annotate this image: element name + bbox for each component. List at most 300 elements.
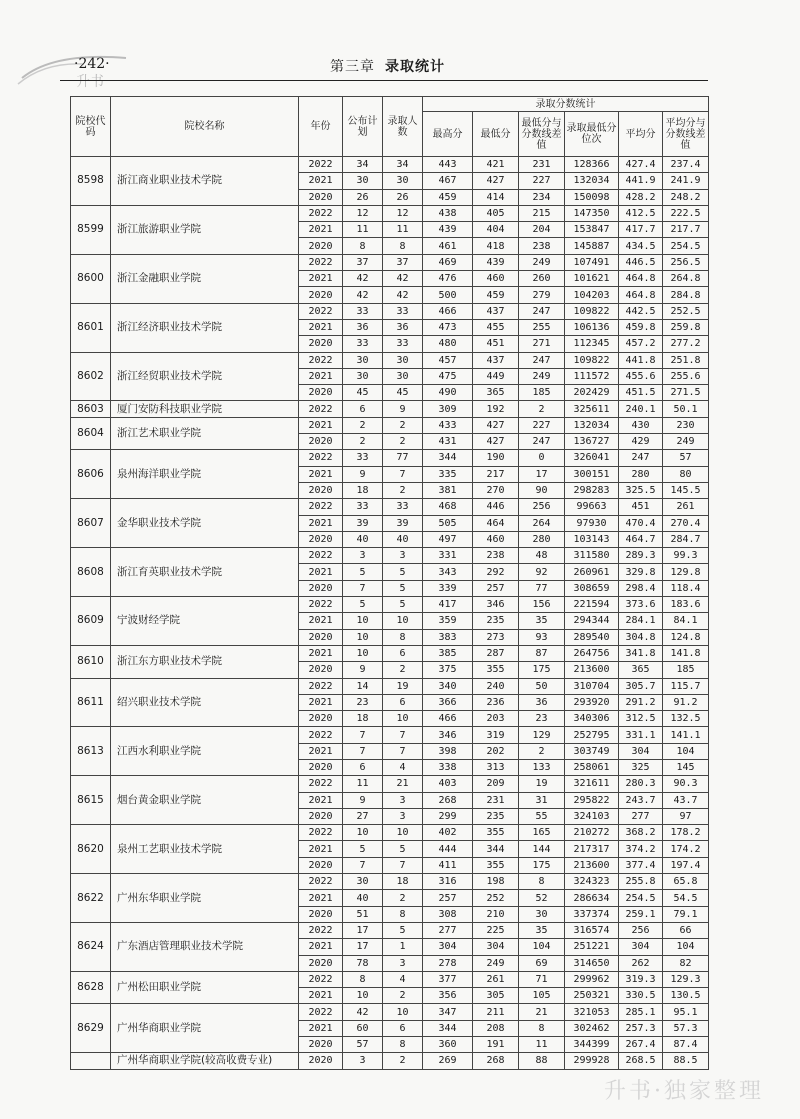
cell-max-score: 257 bbox=[423, 890, 473, 906]
cell-min-score: 437 bbox=[473, 303, 519, 319]
cell-year: 2020 bbox=[299, 955, 343, 971]
cell-max-score: 431 bbox=[423, 434, 473, 450]
cell-avg-diff: 141.1 bbox=[663, 727, 709, 743]
cell-max-score: 308 bbox=[423, 906, 473, 922]
cell-year: 2022 bbox=[299, 303, 343, 319]
cell-avg-score: 319.3 bbox=[619, 971, 663, 987]
cell-avg-score: 312.5 bbox=[619, 711, 663, 727]
cell-min-rank: 344399 bbox=[565, 1037, 619, 1053]
cell-min-diff: 35 bbox=[519, 922, 565, 938]
cell-min-diff: 271 bbox=[519, 336, 565, 352]
cell-admitted: 8 bbox=[383, 629, 423, 645]
school-code: 8599 bbox=[71, 205, 111, 254]
cell-plan: 7 bbox=[343, 727, 383, 743]
table-row bbox=[71, 499, 709, 515]
cell-avg-score: 325 bbox=[619, 759, 663, 775]
cell-admitted: 19 bbox=[383, 678, 423, 694]
cell-avg-score: 304 bbox=[619, 939, 663, 955]
cell-admitted: 12 bbox=[383, 205, 423, 221]
cell-plan: 7 bbox=[343, 857, 383, 873]
cell-year: 2021 bbox=[299, 368, 343, 384]
cell-year: 2021 bbox=[299, 319, 343, 335]
school-code: 8607 bbox=[71, 499, 111, 548]
cell-min-rank: 150098 bbox=[565, 189, 619, 205]
cell-min-diff: 23 bbox=[519, 711, 565, 727]
cell-admitted: 5 bbox=[383, 922, 423, 938]
cell-min-diff: 129 bbox=[519, 727, 565, 743]
cell-min-score: 240 bbox=[473, 678, 519, 694]
cell-min-rank: 153847 bbox=[565, 222, 619, 238]
cell-avg-score: 277 bbox=[619, 808, 663, 824]
table-row bbox=[71, 401, 709, 417]
cell-min-score: 446 bbox=[473, 499, 519, 515]
cell-min-diff: 30 bbox=[519, 906, 565, 922]
cell-min-rank: 314650 bbox=[565, 955, 619, 971]
cell-avg-score: 254.5 bbox=[619, 890, 663, 906]
cell-avg-diff: 261 bbox=[663, 499, 709, 515]
cell-max-score: 497 bbox=[423, 531, 473, 547]
school-code: 8620 bbox=[71, 825, 111, 874]
cell-max-score: 277 bbox=[423, 922, 473, 938]
cell-min-diff: 231 bbox=[519, 157, 565, 173]
cell-min-rank: 250321 bbox=[565, 988, 619, 1004]
cell-plan: 37 bbox=[343, 254, 383, 270]
cell-max-score: 304 bbox=[423, 939, 473, 955]
cell-max-score: 417 bbox=[423, 597, 473, 613]
school-code: 8603 bbox=[71, 401, 111, 417]
cell-min-rank: 217317 bbox=[565, 841, 619, 857]
cell-avg-score: 464.8 bbox=[619, 287, 663, 303]
cell-avg-score: 464.7 bbox=[619, 531, 663, 547]
cell-admitted: 26 bbox=[383, 189, 423, 205]
cell-min-diff: 31 bbox=[519, 792, 565, 808]
cell-min-rank: 294344 bbox=[565, 613, 619, 629]
cell-year: 2021 bbox=[299, 939, 343, 955]
chapter-heading bbox=[330, 56, 445, 76]
cell-avg-diff: 256.5 bbox=[663, 254, 709, 270]
cell-admitted: 40 bbox=[383, 531, 423, 547]
cell-max-score: 466 bbox=[423, 711, 473, 727]
table-row bbox=[71, 157, 709, 173]
cell-avg-diff: 277.2 bbox=[663, 336, 709, 352]
cell-min-diff: 227 bbox=[519, 417, 565, 433]
cell-admitted: 6 bbox=[383, 694, 423, 710]
cell-avg-score: 341.8 bbox=[619, 645, 663, 661]
col-code-header: 院校代码 bbox=[71, 97, 111, 157]
cell-min-diff: 234 bbox=[519, 189, 565, 205]
cell-avg-score: 304.8 bbox=[619, 629, 663, 645]
cell-max-score: 309 bbox=[423, 401, 473, 417]
cell-min-diff: 247 bbox=[519, 352, 565, 368]
cell-min-score: 304 bbox=[473, 939, 519, 955]
cell-min-rank: 112345 bbox=[565, 336, 619, 352]
cell-plan: 30 bbox=[343, 874, 383, 890]
cell-min-rank: 311580 bbox=[565, 548, 619, 564]
chapter-title: 录取统计 bbox=[385, 59, 445, 75]
cell-min-score: 449 bbox=[473, 368, 519, 384]
cell-max-score: 359 bbox=[423, 613, 473, 629]
cell-year: 2021 bbox=[299, 173, 343, 189]
cell-admitted: 2 bbox=[383, 662, 423, 678]
cell-min-diff: 133 bbox=[519, 759, 565, 775]
page-header bbox=[60, 50, 708, 81]
cell-min-rank: 103143 bbox=[565, 531, 619, 547]
cell-plan: 33 bbox=[343, 303, 383, 319]
cell-plan: 26 bbox=[343, 189, 383, 205]
cell-plan: 42 bbox=[343, 271, 383, 287]
cell-year: 2021 bbox=[299, 645, 343, 661]
cell-max-score: 339 bbox=[423, 580, 473, 596]
cell-avg-score: 259.1 bbox=[619, 906, 663, 922]
school-name: 浙江东方职业技术学院 bbox=[111, 645, 299, 678]
cell-avg-diff: 222.5 bbox=[663, 205, 709, 221]
cell-avg-diff: 252.5 bbox=[663, 303, 709, 319]
cell-year: 2020 bbox=[299, 385, 343, 401]
cell-avg-diff: 217.7 bbox=[663, 222, 709, 238]
cell-avg-diff: 237.4 bbox=[663, 157, 709, 173]
cell-avg-score: 368.2 bbox=[619, 825, 663, 841]
cell-min-diff: 165 bbox=[519, 825, 565, 841]
cell-avg-score: 305.7 bbox=[619, 678, 663, 694]
cell-avg-score: 325.5 bbox=[619, 482, 663, 498]
school-name: 广州华商职业学院 bbox=[111, 1004, 299, 1053]
cell-min-rank: 321053 bbox=[565, 1004, 619, 1020]
school-name: 浙江旅游职业学院 bbox=[111, 205, 299, 254]
school-name: 金华职业技术学院 bbox=[111, 499, 299, 548]
cell-avg-score: 329.8 bbox=[619, 564, 663, 580]
col-min-diff-header: 最低分与分数线差值 bbox=[519, 112, 565, 157]
cell-avg-diff: 145 bbox=[663, 759, 709, 775]
cell-avg-score: 441.8 bbox=[619, 352, 663, 368]
cell-min-diff: 238 bbox=[519, 238, 565, 254]
cell-plan: 10 bbox=[343, 988, 383, 1004]
cell-avg-diff: 87.4 bbox=[663, 1037, 709, 1053]
cell-avg-diff: 79.1 bbox=[663, 906, 709, 922]
cell-min-score: 190 bbox=[473, 450, 519, 466]
cell-max-score: 433 bbox=[423, 417, 473, 433]
cell-year: 2020 bbox=[299, 1053, 343, 1069]
cell-admitted: 18 bbox=[383, 874, 423, 890]
cell-avg-score: 262 bbox=[619, 955, 663, 971]
cell-avg-diff: 90.3 bbox=[663, 776, 709, 792]
cell-plan: 9 bbox=[343, 466, 383, 482]
cell-plan: 3 bbox=[343, 548, 383, 564]
cell-avg-score: 457.2 bbox=[619, 336, 663, 352]
cell-min-rank: 293920 bbox=[565, 694, 619, 710]
cell-avg-score: 464.8 bbox=[619, 271, 663, 287]
cell-avg-diff: 43.7 bbox=[663, 792, 709, 808]
cell-avg-score: 280.3 bbox=[619, 776, 663, 792]
cell-max-score: 444 bbox=[423, 841, 473, 857]
table-row bbox=[71, 874, 709, 890]
cell-avg-score: 289.3 bbox=[619, 548, 663, 564]
cell-admitted: 33 bbox=[383, 303, 423, 319]
school-code: 8622 bbox=[71, 874, 111, 923]
cell-year: 2022 bbox=[299, 874, 343, 890]
cell-min-rank: 300151 bbox=[565, 466, 619, 482]
cell-plan: 10 bbox=[343, 645, 383, 661]
cell-year: 2020 bbox=[299, 857, 343, 873]
cell-min-score: 451 bbox=[473, 336, 519, 352]
table-row bbox=[71, 205, 709, 221]
cell-max-score: 269 bbox=[423, 1053, 473, 1069]
cell-admitted: 4 bbox=[383, 971, 423, 987]
cell-admitted: 5 bbox=[383, 580, 423, 596]
cell-avg-diff: 50.1 bbox=[663, 401, 709, 417]
cell-min-score: 261 bbox=[473, 971, 519, 987]
cell-admitted: 3 bbox=[383, 955, 423, 971]
cell-avg-diff: 115.7 bbox=[663, 678, 709, 694]
cell-min-diff: 93 bbox=[519, 629, 565, 645]
cell-avg-diff: 178.2 bbox=[663, 825, 709, 841]
cell-min-score: 414 bbox=[473, 189, 519, 205]
cell-min-score: 437 bbox=[473, 352, 519, 368]
cell-min-rank: 321611 bbox=[565, 776, 619, 792]
table-row bbox=[71, 254, 709, 270]
cell-admitted: 8 bbox=[383, 238, 423, 254]
school-code: 8598 bbox=[71, 157, 111, 206]
table-row bbox=[71, 971, 709, 987]
cell-min-score: 427 bbox=[473, 434, 519, 450]
school-code: 8613 bbox=[71, 727, 111, 776]
cell-min-diff: 249 bbox=[519, 254, 565, 270]
cell-max-score: 375 bbox=[423, 662, 473, 678]
cell-max-score: 402 bbox=[423, 825, 473, 841]
cell-max-score: 467 bbox=[423, 173, 473, 189]
cell-year: 2022 bbox=[299, 254, 343, 270]
cell-plan: 7 bbox=[343, 743, 383, 759]
cell-min-rank: 106136 bbox=[565, 319, 619, 335]
cell-max-score: 360 bbox=[423, 1037, 473, 1053]
cell-admitted: 2 bbox=[383, 890, 423, 906]
cell-min-score: 418 bbox=[473, 238, 519, 254]
cell-max-score: 457 bbox=[423, 352, 473, 368]
cell-min-rank: 299962 bbox=[565, 971, 619, 987]
cell-plan: 2 bbox=[343, 417, 383, 433]
cell-max-score: 468 bbox=[423, 499, 473, 515]
cell-min-score: 313 bbox=[473, 759, 519, 775]
cell-max-score: 268 bbox=[423, 792, 473, 808]
cell-year: 2022 bbox=[299, 205, 343, 221]
cell-plan: 17 bbox=[343, 922, 383, 938]
cell-avg-score: 240.1 bbox=[619, 401, 663, 417]
cell-avg-diff: 84.1 bbox=[663, 613, 709, 629]
school-name: 浙江金融职业学院 bbox=[111, 254, 299, 303]
cell-max-score: 383 bbox=[423, 629, 473, 645]
cell-year: 2022 bbox=[299, 499, 343, 515]
cell-min-score: 210 bbox=[473, 906, 519, 922]
cell-plan: 9 bbox=[343, 662, 383, 678]
cell-avg-diff: 145.5 bbox=[663, 482, 709, 498]
cell-max-score: 403 bbox=[423, 776, 473, 792]
cell-max-score: 411 bbox=[423, 857, 473, 873]
cell-min-diff: 105 bbox=[519, 988, 565, 1004]
cell-plan: 23 bbox=[343, 694, 383, 710]
cell-min-score: 252 bbox=[473, 890, 519, 906]
cell-plan: 33 bbox=[343, 499, 383, 515]
cell-max-score: 385 bbox=[423, 645, 473, 661]
cell-min-diff: 77 bbox=[519, 580, 565, 596]
cell-avg-diff: 270.4 bbox=[663, 515, 709, 531]
cell-min-diff: 87 bbox=[519, 645, 565, 661]
cell-min-rank: 308659 bbox=[565, 580, 619, 596]
col-avg-diff-header: 平均分与分数线差值 bbox=[663, 112, 709, 157]
cell-max-score: 443 bbox=[423, 157, 473, 173]
cell-max-score: 340 bbox=[423, 678, 473, 694]
cell-max-score: 344 bbox=[423, 1020, 473, 1036]
cell-plan: 30 bbox=[343, 352, 383, 368]
cell-min-diff: 255 bbox=[519, 319, 565, 335]
cell-year: 2022 bbox=[299, 157, 343, 173]
cell-plan: 33 bbox=[343, 336, 383, 352]
cell-min-score: 404 bbox=[473, 222, 519, 238]
school-code: 8615 bbox=[71, 776, 111, 825]
cell-avg-diff: 97 bbox=[663, 808, 709, 824]
cell-admitted: 5 bbox=[383, 564, 423, 580]
cell-min-score: 198 bbox=[473, 874, 519, 890]
cell-admitted: 10 bbox=[383, 1004, 423, 1020]
cell-year: 2020 bbox=[299, 336, 343, 352]
cell-year: 2020 bbox=[299, 662, 343, 678]
cell-min-score: 305 bbox=[473, 988, 519, 1004]
cell-min-score: 464 bbox=[473, 515, 519, 531]
watermark: 升书·独家整理 bbox=[604, 1079, 764, 1104]
cell-plan: 8 bbox=[343, 971, 383, 987]
cell-min-score: 235 bbox=[473, 613, 519, 629]
cell-admitted: 21 bbox=[383, 776, 423, 792]
cell-year: 2022 bbox=[299, 450, 343, 466]
cell-admitted: 30 bbox=[383, 173, 423, 189]
col-name-header: 院校名称 bbox=[111, 97, 299, 157]
page-number: ·242· bbox=[74, 56, 110, 72]
cell-admitted: 1 bbox=[383, 939, 423, 955]
cell-min-rank: 295822 bbox=[565, 792, 619, 808]
school-name: 绍兴职业技术学院 bbox=[111, 678, 299, 727]
cell-year: 2020 bbox=[299, 580, 343, 596]
cell-admitted: 8 bbox=[383, 1037, 423, 1053]
cell-avg-score: 459.8 bbox=[619, 319, 663, 335]
table-row bbox=[71, 597, 709, 613]
col-year-header: 年份 bbox=[299, 97, 343, 157]
cell-avg-diff: 57.3 bbox=[663, 1020, 709, 1036]
cell-plan: 6 bbox=[343, 401, 383, 417]
cell-plan: 14 bbox=[343, 678, 383, 694]
cell-min-diff: 2 bbox=[519, 401, 565, 417]
cell-admitted: 5 bbox=[383, 597, 423, 613]
cell-max-score: 366 bbox=[423, 694, 473, 710]
cell-admitted: 11 bbox=[383, 222, 423, 238]
cell-avg-diff: 104 bbox=[663, 939, 709, 955]
cell-max-score: 398 bbox=[423, 743, 473, 759]
school-code: 8628 bbox=[71, 971, 111, 1004]
table-row bbox=[71, 303, 709, 319]
cell-min-rank: 325611 bbox=[565, 401, 619, 417]
cell-max-score: 438 bbox=[423, 205, 473, 221]
cell-min-score: 405 bbox=[473, 205, 519, 221]
cell-plan: 42 bbox=[343, 1004, 383, 1020]
cell-min-score: 208 bbox=[473, 1020, 519, 1036]
cell-avg-score: 304 bbox=[619, 743, 663, 759]
cell-plan: 27 bbox=[343, 808, 383, 824]
cell-avg-diff: 264.8 bbox=[663, 271, 709, 287]
cell-admitted: 8 bbox=[383, 906, 423, 922]
cell-max-score: 347 bbox=[423, 1004, 473, 1020]
school-name: 浙江育英职业技术学院 bbox=[111, 548, 299, 597]
cell-plan: 60 bbox=[343, 1020, 383, 1036]
cell-avg-diff: 91.2 bbox=[663, 694, 709, 710]
cell-avg-score: 243.7 bbox=[619, 792, 663, 808]
cell-avg-score: 284.1 bbox=[619, 613, 663, 629]
school-code: 8611 bbox=[71, 678, 111, 727]
cell-min-score: 459 bbox=[473, 287, 519, 303]
cell-admitted: 42 bbox=[383, 287, 423, 303]
cell-plan: 18 bbox=[343, 711, 383, 727]
table-row bbox=[71, 352, 709, 368]
cell-avg-diff: 124.8 bbox=[663, 629, 709, 645]
cell-year: 2020 bbox=[299, 189, 343, 205]
cell-avg-diff: 183.6 bbox=[663, 597, 709, 613]
cell-min-diff: 185 bbox=[519, 385, 565, 401]
cell-plan: 78 bbox=[343, 955, 383, 971]
cell-plan: 8 bbox=[343, 238, 383, 254]
cell-admitted: 39 bbox=[383, 515, 423, 531]
cell-min-rank: 202429 bbox=[565, 385, 619, 401]
cell-min-rank: 99663 bbox=[565, 499, 619, 515]
cell-min-diff: 35 bbox=[519, 613, 565, 629]
cell-avg-diff: 118.4 bbox=[663, 580, 709, 596]
cell-admitted: 2 bbox=[383, 417, 423, 433]
cell-avg-score: 256 bbox=[619, 922, 663, 938]
cell-max-score: 338 bbox=[423, 759, 473, 775]
cell-avg-score: 365 bbox=[619, 662, 663, 678]
col-min-header: 最低分 bbox=[473, 112, 519, 157]
cell-min-rank: 303749 bbox=[565, 743, 619, 759]
cell-max-score: 335 bbox=[423, 466, 473, 482]
cell-min-diff: 144 bbox=[519, 841, 565, 857]
cell-admitted: 3 bbox=[383, 548, 423, 564]
cell-avg-score: 430 bbox=[619, 417, 663, 433]
cell-min-score: 231 bbox=[473, 792, 519, 808]
cell-plan: 7 bbox=[343, 580, 383, 596]
cell-admitted: 3 bbox=[383, 792, 423, 808]
cell-min-score: 460 bbox=[473, 271, 519, 287]
cell-year: 2020 bbox=[299, 711, 343, 727]
cell-min-rank: 97930 bbox=[565, 515, 619, 531]
cell-min-diff: 69 bbox=[519, 955, 565, 971]
school-code bbox=[71, 1053, 111, 1069]
cell-min-rank: 101621 bbox=[565, 271, 619, 287]
cell-year: 2020 bbox=[299, 531, 343, 547]
cell-year: 2022 bbox=[299, 971, 343, 987]
cell-avg-score: 377.4 bbox=[619, 857, 663, 873]
cell-plan: 33 bbox=[343, 450, 383, 466]
cell-avg-diff: 284.8 bbox=[663, 287, 709, 303]
cell-min-diff: 19 bbox=[519, 776, 565, 792]
cell-min-score: 365 bbox=[473, 385, 519, 401]
cell-max-score: 469 bbox=[423, 254, 473, 270]
cell-plan: 11 bbox=[343, 222, 383, 238]
cell-avg-diff: 54.5 bbox=[663, 890, 709, 906]
cell-min-diff: 8 bbox=[519, 874, 565, 890]
cell-year: 2021 bbox=[299, 792, 343, 808]
cell-min-diff: 156 bbox=[519, 597, 565, 613]
cell-avg-diff: 129.3 bbox=[663, 971, 709, 987]
cell-plan: 10 bbox=[343, 613, 383, 629]
cell-plan: 6 bbox=[343, 759, 383, 775]
cell-plan: 11 bbox=[343, 776, 383, 792]
cell-max-score: 331 bbox=[423, 548, 473, 564]
cell-admitted: 4 bbox=[383, 759, 423, 775]
